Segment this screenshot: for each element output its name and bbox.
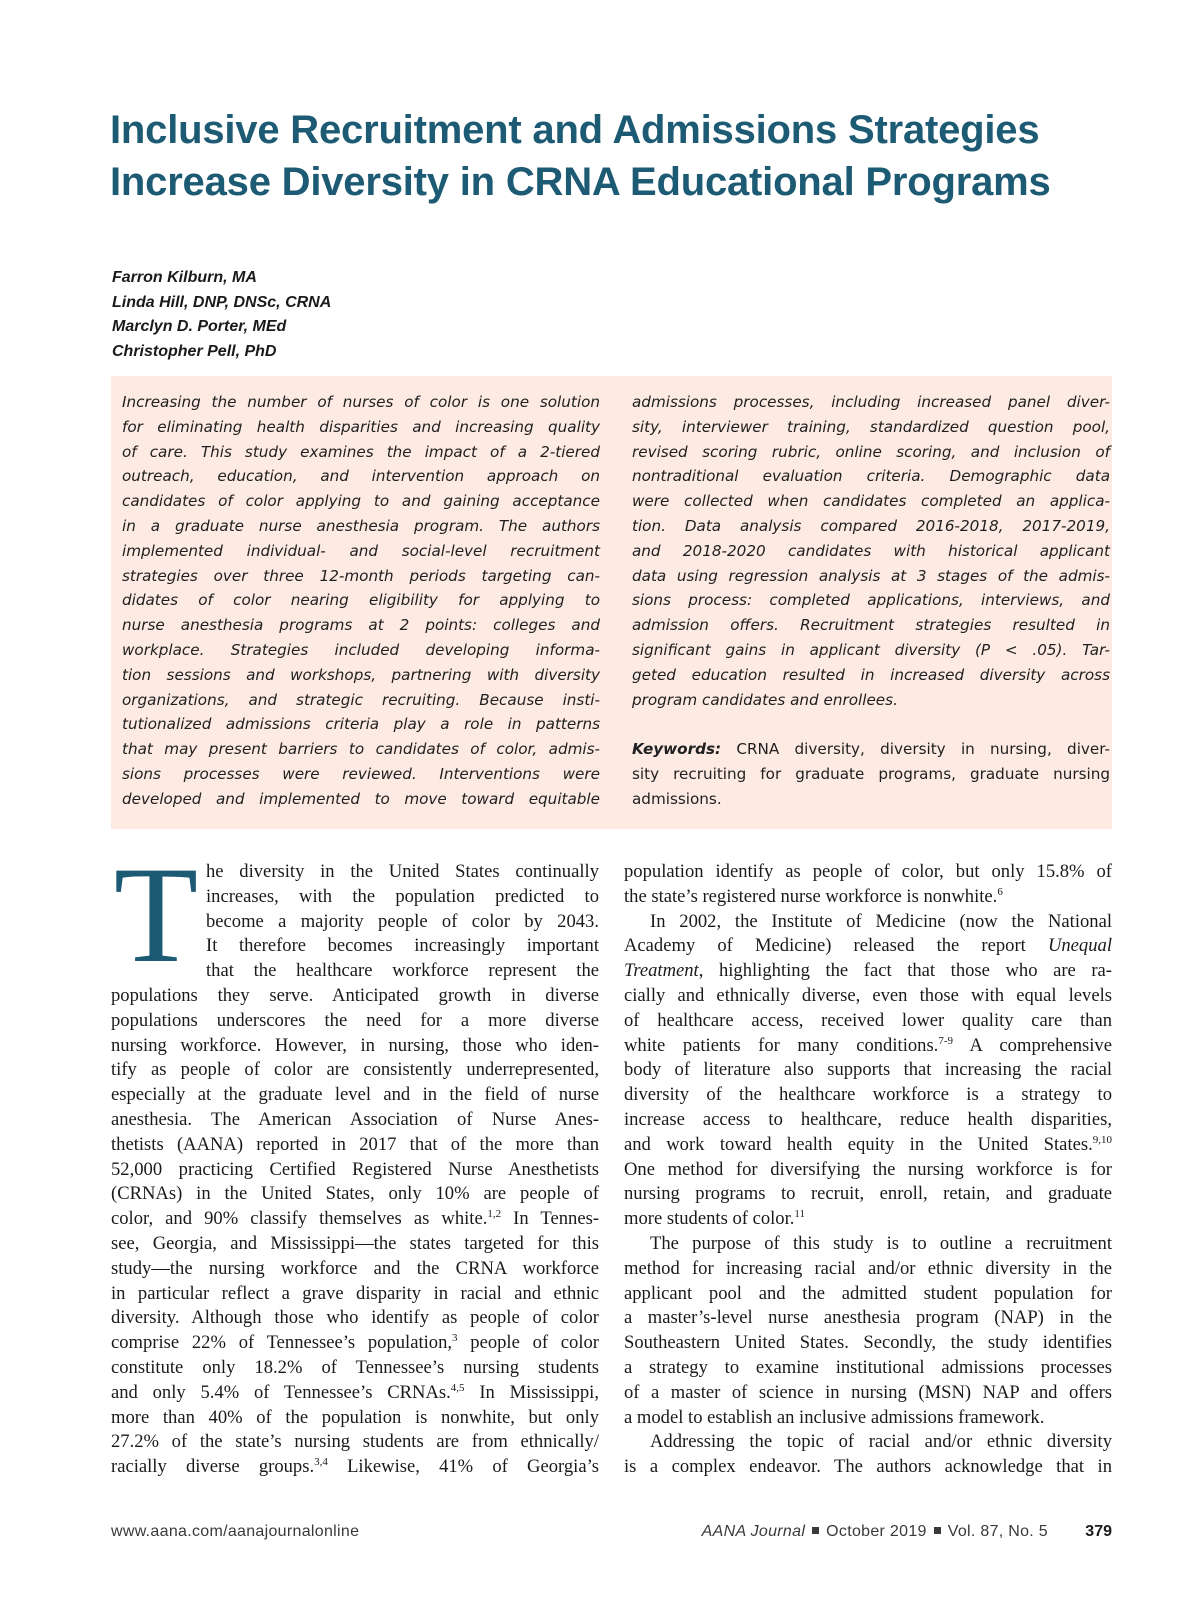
abstract-line: nontraditional evaluation criteria. Demographic data	[632, 467, 1110, 486]
abstract-line: sity, interviewer training, standardized question pool,	[632, 417, 1110, 436]
abstract-line: workplace. Strategies included developing informa-	[122, 640, 600, 659]
abstract-line: that may present barriers to candidates of color, admis-	[122, 740, 600, 759]
abstract-line: of care. This study examines the impact of a 2-tiered	[122, 442, 600, 461]
abstract-box	[111, 376, 1112, 829]
body-line: body of literature also supports that increasing the racial	[624, 1059, 1112, 1081]
body-line: comprise 22% of Tennessee’s population,$^3$ people of color	[111, 1332, 600, 1354]
body-line: diversity. Although those who identify as people of color	[111, 1307, 599, 1329]
body-line: constitute only 18.2% of Tennessee’s nursing students	[111, 1356, 599, 1378]
body-right-column	[624, 860, 1112, 1480]
abstract-line: sions processes were reviewed. Interventions were	[122, 764, 600, 783]
body-line: of a master of science in nursing (MSN) NAP and offers	[624, 1381, 1112, 1403]
title-line-2: Increase Diversity in CRNA Educational Programs	[110, 160, 1051, 204]
body-line: increases, with the population predicted to	[206, 885, 599, 907]
author-name: Marclyn D. Porter, MEd	[112, 318, 287, 335]
body-line: nursing programs to recruit, enroll, retain, and graduate	[624, 1183, 1112, 1205]
body-line: the state’s registered nurse workforce is nonwhite.$^6$	[624, 885, 1003, 907]
citation-superscript: 1,2	[487, 1208, 502, 1221]
citation-superscript: 3,4	[314, 1456, 328, 1469]
body-line: that the healthcare workforce represent the	[206, 960, 599, 982]
citation-superscript: 11	[794, 1208, 806, 1221]
italic-title: Treatment	[624, 960, 699, 982]
body-line: become a majority people of color by 2043.	[206, 910, 599, 932]
body-line: see, Georgia, and Mississippi—the states targeted for this	[111, 1232, 599, 1254]
body-line: population identify as people of color, but only 15.8% of	[624, 861, 1112, 882]
abstract-line: tion. Data analysis compared 2016-2018, 2017-2019,	[632, 516, 1110, 535]
body-line: applicant pool and the admitted student population for	[624, 1282, 1112, 1304]
opening-paragraph	[111, 860, 599, 984]
square-bullet-icon	[812, 1527, 819, 1534]
page-footer	[111, 1523, 1112, 1547]
body-line: in particular reflect a grave disparity in racial and ethnic	[111, 1282, 599, 1304]
body-line: Southeastern United States. Secondly, the study identifies	[624, 1332, 1112, 1354]
body-line: nursing workforce. However, in nursing, those who iden-	[111, 1034, 599, 1056]
footer-url: www.aana.com/aanajournalonline	[111, 1523, 360, 1540]
keywords-line: sity recruiting for graduate programs, graduate nursing	[632, 764, 1110, 783]
body-line: and work toward health equity in the United States.$^{9,10}$	[624, 1133, 1112, 1155]
body-line: increase access to healthcare, reduce health disparities,	[624, 1108, 1112, 1130]
page-number: 379	[1085, 1523, 1112, 1540]
keywords	[632, 737, 1110, 811]
body-line: cially and ethnically diverse, even those with equal levels	[624, 984, 1112, 1006]
abstract-line: sions process: completed applications, interviews, and	[632, 591, 1110, 610]
keywords-label: Keywords:	[632, 740, 722, 759]
footer-journal-info	[702, 1523, 1048, 1541]
author-name: Farron Kilburn, MA	[112, 269, 257, 286]
abstract-line: for eliminating health disparities and increasing quality	[122, 417, 600, 436]
svg-text:T: T	[113, 862, 199, 962]
body-line: diversity of the healthcare workforce is a strategy to	[624, 1084, 1112, 1106]
body-line: racially diverse groups.$^{3,4}$ Likewise, 41% of Georgia’s	[111, 1456, 599, 1478]
italic-title: Unequal	[1047, 935, 1112, 957]
keywords-line: admissions.	[632, 789, 722, 808]
issue-date: October 2019	[826, 1523, 927, 1540]
body-line: anesthesia. The American Association of Nurse Anes-	[111, 1108, 599, 1130]
body-line: especially at the graduate level and in the field of nurse	[111, 1084, 599, 1106]
square-bullet-icon	[934, 1527, 941, 1534]
body-line: is a complex endeavor. The authors acknowledge that in	[624, 1456, 1112, 1478]
body-line: Treatment, highlighting the fact that those who are ra-	[624, 960, 1112, 982]
abstract-line: outreach, education, and intervention approach on	[122, 467, 600, 486]
body-line: (CRNAs) in the United States, only 10% are people of	[111, 1183, 599, 1205]
abstract-left-column	[122, 390, 600, 812]
keywords-line: Keywords: CRNA diversity, diversity in nursing, diver-	[632, 740, 1110, 759]
body-line: more students of color.$^{11}$	[624, 1208, 806, 1230]
abstract-line: didates of color nearing eligibility for applying to	[122, 591, 600, 610]
body-line: study—the nursing workforce and the CRNA workforce	[111, 1257, 599, 1279]
body-line: It therefore becomes increasingly important	[206, 935, 599, 957]
citation-superscript: 7-9	[938, 1034, 954, 1047]
body-line: 52,000 practicing Certified Registered Nurse Anesthetists	[111, 1158, 599, 1180]
body-line: and only 5.4% of Tennessee’s CRNAs.$^{4,5}$ In Mississippi,	[111, 1381, 599, 1403]
abstract-line: nurse anesthesia programs at 2 points: colleges and	[122, 616, 600, 635]
citation-superscript: 6	[997, 885, 1003, 898]
abstract-line: candidates of color applying to and gaining acceptance	[122, 492, 600, 511]
abstract-line: and 2018-2020 candidates with historical applicant	[632, 541, 1110, 560]
body-line: method for increasing racial and/or ethnic diversity in the	[624, 1257, 1112, 1279]
body-line: a strategy to examine institutional admissions processes	[624, 1356, 1112, 1378]
journal-name: AANA Journal	[701, 1523, 806, 1540]
body-left-column	[111, 860, 599, 1480]
author-name: Christopher Pell, PhD	[112, 342, 277, 360]
abstract-line: data using regression analysis at 3 stages of the admis-	[632, 566, 1110, 585]
abstract-line: revised scoring rubric, online scoring, and inclusion of	[632, 442, 1110, 461]
body-line: 27.2% of the state’s nursing students are from ethnically/	[111, 1431, 599, 1453]
volume-issue: Vol. 87, No. 5	[947, 1523, 1048, 1540]
abstract-line: admission offers. Recruitment strategies resulted in	[632, 616, 1110, 635]
abstract-line: in a graduate nurse anesthesia program. The authors	[122, 516, 600, 535]
body-line: a model to establish an inclusive admissions framework.	[624, 1406, 1045, 1428]
body-line: white patients for many conditions.$^{7-9}$ A comprehensive	[624, 1034, 1112, 1056]
abstract-right-column	[632, 390, 1110, 812]
body-line: thetists (AANA) reported in 2017 that of the more than	[111, 1133, 599, 1155]
abstract-line: developed and implemented to move toward equitable	[122, 789, 600, 808]
abstract-line: significant gains in applicant diversity (P < .05). Tar-	[632, 640, 1110, 659]
body-line: The purpose of this study is to outline a recruitment	[650, 1232, 1112, 1254]
article-title	[110, 104, 1110, 208]
abstract-line: organizations, and strategic recruiting. Because insti-	[122, 690, 600, 709]
citation-superscript: 3	[452, 1332, 458, 1345]
abstract-line: program candidates and enrollees.	[632, 690, 898, 709]
title-line-1: Inclusive Recruitment and Admissions Strategies	[110, 108, 1040, 152]
abstract-line: admissions processes, including increased panel diver-	[632, 393, 1110, 411]
body-line: tify as people of color are consistently underrepresented,	[111, 1059, 599, 1081]
body-line: In 2002, the Institute of Medicine (now the National	[650, 910, 1112, 932]
body-line: he diversity in the United States continually	[206, 861, 599, 882]
body-line: of healthcare access, received lower quality care than	[624, 1009, 1112, 1031]
abstract-line: tutionalized admissions criteria play a role in patterns	[122, 715, 600, 734]
body-line: populations they serve. Anticipated growth in diverse	[111, 984, 599, 1006]
body-line: more than 40% of the population is nonwhite, but only	[111, 1406, 599, 1428]
abstract-line: were collected when candidates completed an applica-	[632, 492, 1110, 511]
author-list	[112, 266, 712, 364]
abstract-line: implemented individual- and social-level recruitment	[122, 541, 600, 560]
body-line: One method for diversifying the nursing workforce is for	[624, 1158, 1112, 1180]
drop-cap	[111, 862, 201, 962]
body-line: Addressing the topic of racial and/or ethnic diversity	[650, 1431, 1112, 1453]
abstract-line: Increasing the number of nurses of color is one solution	[122, 393, 600, 411]
body-line: color, and 90% classify themselves as white.$^{1,2}$ In Tennes-	[111, 1208, 599, 1230]
citation-superscript: 4,5	[450, 1381, 465, 1394]
abstract-line: geted education resulted in increased diversity across	[632, 665, 1110, 684]
abstract-line: tion sessions and workshops, partnering with diversity	[122, 665, 600, 684]
body-line: a master’s-level nurse anesthesia program (NAP) in the	[624, 1307, 1112, 1329]
citation-superscript: 9,10	[1092, 1133, 1112, 1146]
body-line: populations underscores the need for a more diverse	[111, 1009, 599, 1031]
body-line: Academy of Medicine) released the report Unequal	[624, 935, 1112, 957]
abstract-line: strategies over three 12-month periods targeting can-	[122, 566, 600, 585]
author-name: Linda Hill, DNP, DNSc, CRNA	[112, 293, 332, 311]
